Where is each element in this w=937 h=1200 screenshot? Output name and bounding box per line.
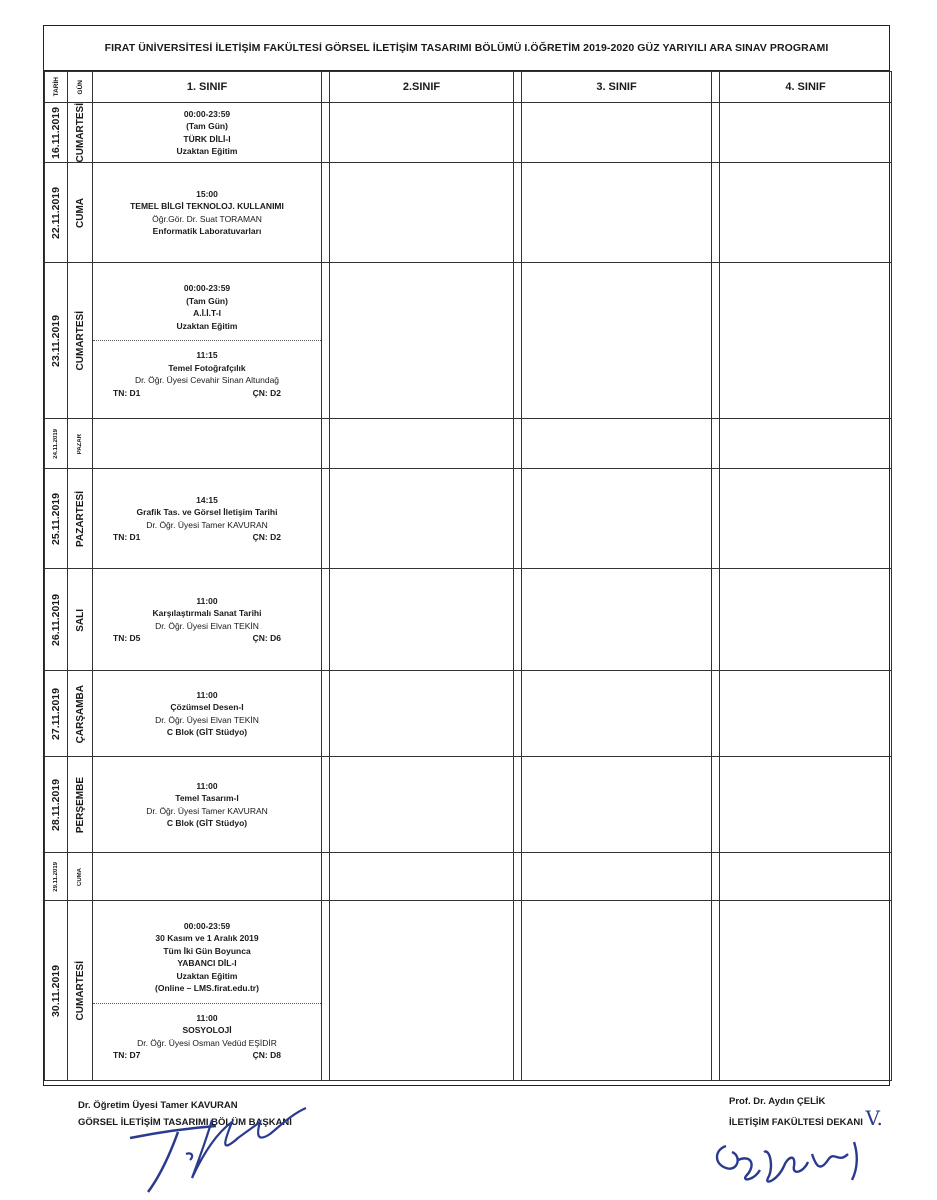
gap-cell — [322, 103, 330, 163]
exam-line: Çözümsel Desen-I — [170, 702, 244, 713]
gap-cell — [712, 853, 720, 901]
class1-cell — [93, 671, 322, 757]
gap-cell — [514, 419, 522, 469]
exam-line: Grafik Tas. ve Görsel İletişim Tarihi — [136, 507, 278, 518]
class3-cell — [522, 853, 712, 901]
class3-cell — [522, 103, 712, 163]
day-label: PAZARTESİ — [74, 490, 86, 547]
class3-cell — [522, 419, 712, 469]
date-cell — [45, 901, 68, 1081]
class1-cell — [93, 901, 322, 1081]
day-cell — [68, 103, 93, 163]
day-label: CUMA — [77, 867, 83, 886]
gap-cell — [712, 163, 720, 263]
exam-line: Temel Fotoğrafçılık — [168, 362, 246, 373]
exam-line: Dr. Öğr. Üyesi Elvan TEKİN — [155, 620, 259, 631]
exam-line: 11:00 — [196, 780, 218, 791]
exam-line: 00:00-23:59 — [183, 108, 231, 119]
day-cell — [68, 263, 93, 419]
class3-cell — [522, 163, 712, 263]
gap-cell — [322, 671, 330, 757]
gap-cell — [322, 901, 330, 1081]
class2-cell — [330, 469, 514, 569]
schedule-row — [45, 671, 892, 757]
department-head-signature — [120, 1092, 320, 1196]
dean-title: İLETİŞİM FAKÜLTESİ DEKANI V. — [729, 1106, 883, 1130]
exam-line: Enformatik Laboratuvarları — [152, 226, 262, 237]
class1-cell — [93, 853, 322, 901]
class3-cell — [522, 757, 712, 853]
dean-mark: V. — [865, 1106, 883, 1130]
schedule-row — [45, 757, 892, 853]
class2-cell — [330, 419, 514, 469]
gap-cell — [322, 419, 330, 469]
day-cell — [68, 901, 93, 1081]
date-cell — [45, 163, 68, 263]
day-cell — [68, 569, 93, 671]
class4-cell — [720, 419, 892, 469]
exam-line: 30 Kasım ve 1 Aralık 2019 — [155, 933, 259, 944]
exam-line: Temel Tasarım-I — [175, 793, 239, 804]
gap-cell — [322, 757, 330, 853]
class4-header: 4. SINIF — [720, 72, 892, 103]
room-normal: TN: D1 — [113, 387, 141, 398]
gap-cell — [712, 263, 720, 419]
gap-cell — [514, 469, 522, 569]
page-title: FIRAT ÜNİVERSİTESİ İLETİŞİM FAKÜLTESİ GÖRSEL İLETİŞİM TASARIMI BÖLÜMÜ I.ÖĞRETİM 2019-2020 GÜZ YARIYILI ARA SINAV PROGRAMI — [104, 42, 829, 54]
schedule-row — [45, 569, 892, 671]
day-cell — [68, 469, 93, 569]
gap-cell — [514, 671, 522, 757]
gap-cell — [514, 757, 522, 853]
exam-line: Dr. Öğr. Üyesi Tamer KAVURAN — [146, 519, 268, 530]
class4-cell — [720, 469, 892, 569]
exam-divider — [93, 1003, 321, 1004]
class2-cell — [330, 569, 514, 671]
gap-cell — [322, 469, 330, 569]
class3-cell — [522, 469, 712, 569]
exam-divider — [93, 340, 321, 341]
day-column-header: GÜN — [68, 72, 93, 103]
exam-line: TÜRK DİLİ-I — [183, 133, 231, 144]
class4-cell — [720, 263, 892, 419]
date-cell — [45, 469, 68, 569]
schedule-table — [44, 71, 892, 1081]
exam-line: Öğr.Gör. Dr. Suat TORAMAN — [152, 213, 262, 224]
exam-line: 11:00 — [196, 595, 218, 606]
schedule-row — [45, 103, 892, 163]
exam-rooms — [93, 531, 321, 544]
day-cell — [68, 671, 93, 757]
schedule-row — [45, 263, 892, 419]
exam-line: YABANCI DİL-I — [177, 958, 237, 969]
date-cell — [45, 757, 68, 853]
schedule-row — [45, 469, 892, 569]
exam-entry — [93, 920, 321, 995]
exam-line: TEMEL BİLGİ TEKNOLOJ. KULLANIMI — [130, 201, 284, 212]
date-cell — [45, 671, 68, 757]
gap-cell — [514, 103, 522, 163]
gap-cell — [514, 901, 522, 1081]
date-label: 30.11.2019 — [50, 964, 62, 1017]
day-cell — [68, 419, 93, 469]
day-cell — [68, 853, 93, 901]
exam-line: C Blok (GİT Stüdyo) — [166, 727, 248, 738]
schedule-row — [45, 419, 892, 469]
gap-cell — [514, 853, 522, 901]
exam-entry — [93, 188, 321, 238]
day-label: CUMARTESİ — [74, 103, 86, 163]
class2-cell — [330, 757, 514, 853]
class4-cell — [720, 671, 892, 757]
title-row — [44, 26, 889, 71]
room-evening: ÇN: D6 — [252, 633, 281, 644]
department-head-name: Dr. Öğretim Üyesi Tamer KAVURAN — [78, 1100, 238, 1111]
class3-header: 3. SINIF — [522, 72, 712, 103]
exam-line: Dr. Öğr. Üyesi Cevahir Sinan Altundağ — [134, 375, 280, 386]
class4-cell — [720, 163, 892, 263]
gap-cell — [514, 569, 522, 671]
gap-cell — [514, 163, 522, 263]
room-evening: ÇN: D2 — [252, 387, 281, 398]
gap-cell — [712, 901, 720, 1081]
department-head-title: GÖRSEL İLETİŞİM TASARIMI BÖLÜM BAŞKANI — [78, 1117, 292, 1128]
day-label: SALI — [74, 608, 86, 632]
exam-entry — [93, 108, 321, 158]
gap-cell — [514, 263, 522, 419]
class4-cell — [720, 853, 892, 901]
class1-cell — [93, 163, 322, 263]
day-label: CUMARTESİ — [74, 311, 86, 371]
exam-line: Uzaktan Eğitim — [176, 970, 238, 981]
class2-cell — [330, 163, 514, 263]
exam-line: A.İ.İ.T-I — [193, 308, 221, 319]
gap-cell — [712, 103, 720, 163]
class2-cell — [330, 901, 514, 1081]
exam-rooms — [93, 387, 321, 400]
schedule-row — [45, 163, 892, 263]
exam-line: (Tam Gün) — [186, 295, 228, 306]
class1-cell — [93, 103, 322, 163]
room-normal: TN: D5 — [113, 633, 141, 644]
exam-line: 14:15 — [196, 494, 218, 505]
exam-line: Dr. Öğr. Üyesi Osman Vedüd EŞİDİR — [137, 1037, 277, 1048]
room-evening: ÇN: D2 — [252, 532, 281, 543]
gap-cell — [322, 853, 330, 901]
exam-line: 00:00-23:59 — [183, 920, 231, 931]
room-evening: ÇN: D8 — [252, 1050, 281, 1061]
class4-cell — [720, 901, 892, 1081]
exam-line: Karşılaştırmalı Sanat Tarihi — [152, 608, 262, 619]
date-label: 29.11.2019 — [53, 862, 59, 892]
exam-rooms — [93, 632, 321, 645]
gap-cell — [712, 469, 720, 569]
schedule-row — [45, 901, 892, 1081]
class3-cell — [522, 263, 712, 419]
date-label: 22.11.2019 — [50, 186, 62, 239]
date-label: 28.11.2019 — [50, 778, 62, 831]
schedule-row — [45, 853, 892, 901]
date-label: 24.11.2019 — [53, 429, 59, 459]
exam-line: C Blok (GİT Stüdyo) — [166, 818, 248, 829]
exam-line: 15:00 — [196, 188, 218, 199]
date-label: 16.11.2019 — [50, 106, 62, 159]
class4-cell — [720, 103, 892, 163]
date-label: 23.11.2019 — [50, 314, 62, 367]
class2-cell — [330, 853, 514, 901]
dean-name: Prof. Dr. Aydın ÇELİK — [729, 1096, 826, 1107]
date-cell — [45, 419, 68, 469]
exam-line: 11:15 — [196, 350, 218, 361]
day-label: CUMA — [74, 197, 86, 228]
class2-cell — [330, 263, 514, 419]
class3-cell — [522, 569, 712, 671]
class4-cell — [720, 569, 892, 671]
exam-entry — [93, 282, 321, 332]
exam-schedule-sheet — [43, 25, 890, 1086]
exam-line: Uzaktan Eğitim — [176, 146, 238, 157]
gap-cell — [712, 419, 720, 469]
date-label: 25.11.2019 — [50, 492, 62, 545]
exam-line: Dr. Öğr. Üyesi Tamer KAVURAN — [146, 805, 268, 816]
exam-entry — [93, 494, 321, 544]
day-cell — [68, 757, 93, 853]
class1-cell — [93, 263, 322, 419]
dean-signature — [708, 1124, 888, 1196]
gap-cell — [322, 163, 330, 263]
class2-header: 2.SINIF — [330, 72, 514, 103]
gap-cell — [712, 757, 720, 853]
date-cell — [45, 853, 68, 901]
header-row — [45, 72, 892, 103]
gap-cell — [712, 671, 720, 757]
class3-cell — [522, 901, 712, 1081]
day-label: PAZAR — [77, 433, 83, 455]
exam-line: Dr. Öğr. Üyesi Elvan TEKİN — [155, 714, 259, 725]
gap-cell — [712, 569, 720, 671]
exam-entry — [93, 595, 321, 645]
exam-line: 11:00 — [196, 689, 218, 700]
day-label: PERŞEMBE — [74, 776, 86, 834]
exam-entry — [93, 349, 321, 399]
exam-line: 00:00-23:59 — [183, 283, 231, 294]
day-label: ÇARŞAMBA — [74, 684, 86, 744]
gap-cell — [322, 72, 330, 103]
date-cell — [45, 103, 68, 163]
class1-cell — [93, 419, 322, 469]
exam-line: Uzaktan Eğitim — [176, 320, 238, 331]
class1-cell — [93, 469, 322, 569]
day-label: CUMARTESİ — [74, 961, 86, 1021]
exam-entry — [93, 1012, 321, 1062]
room-normal: TN: D7 — [113, 1050, 141, 1061]
room-normal: TN: D1 — [113, 532, 141, 543]
class4-cell — [720, 757, 892, 853]
day-cell — [68, 163, 93, 263]
date-cell — [45, 263, 68, 419]
exam-line: SOSYOLOJİ — [182, 1025, 232, 1036]
exam-rooms — [93, 1049, 321, 1062]
class1-header: 1. SINIF — [93, 72, 322, 103]
class1-cell — [93, 569, 322, 671]
gap-cell — [514, 72, 522, 103]
class2-cell — [330, 671, 514, 757]
exam-line: 11:00 — [196, 1012, 218, 1023]
gap-cell — [322, 263, 330, 419]
exam-line: Tüm İki Gün Boyunca — [163, 945, 251, 956]
date-label: 26.11.2019 — [50, 593, 62, 646]
date-label: 27.11.2019 — [50, 687, 62, 740]
class2-cell — [330, 103, 514, 163]
class1-cell — [93, 757, 322, 853]
gap-cell — [322, 569, 330, 671]
exam-entry — [93, 689, 321, 739]
exam-line: (Online – LMS.firat.edu.tr) — [155, 983, 259, 994]
class3-cell — [522, 671, 712, 757]
gap-cell — [712, 72, 720, 103]
date-cell — [45, 569, 68, 671]
exam-line: (Tam Gün) — [186, 121, 228, 132]
exam-entry — [93, 780, 321, 830]
date-column-header: TARİH — [45, 72, 68, 103]
